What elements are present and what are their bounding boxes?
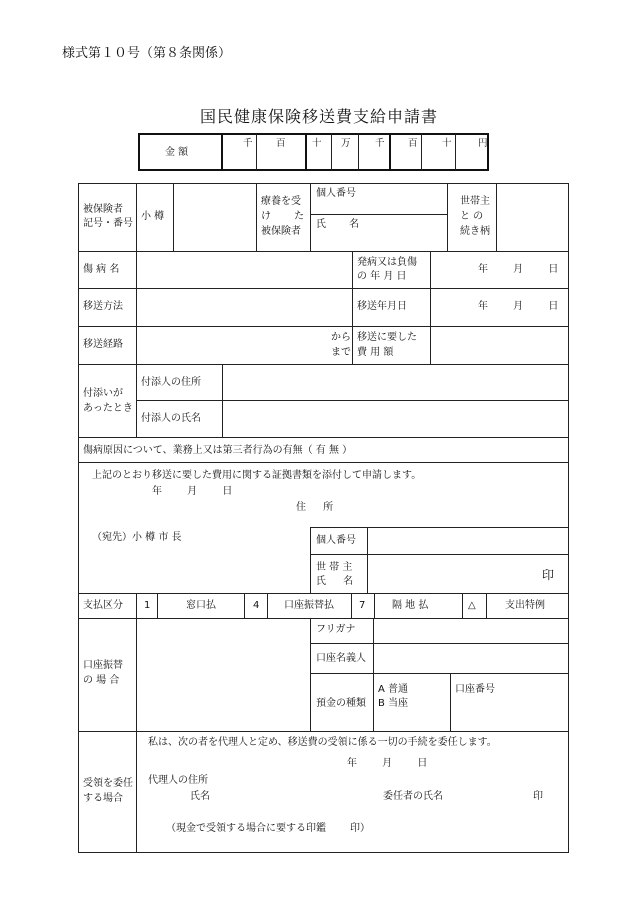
amount-unit: 百 xyxy=(408,138,418,149)
col-line xyxy=(310,618,311,731)
account-holder-label: 口座名義人 xyxy=(316,653,366,664)
route-label: 移送経路 xyxy=(83,339,123,350)
attendant-address-label: 付添人の住所 xyxy=(141,377,201,388)
col-line xyxy=(352,251,353,364)
proxy-seal-mark: 印 xyxy=(533,791,543,802)
attendant-label: あったとき xyxy=(83,403,133,414)
amount-unit: 円 xyxy=(478,138,488,149)
amount-divider xyxy=(455,134,456,170)
amount-unit: 十 xyxy=(442,138,452,149)
row-line xyxy=(78,288,569,289)
amount-divider xyxy=(421,134,422,170)
payment-option-number: 4 xyxy=(253,600,260,611)
amount-divider xyxy=(358,134,359,170)
col-line xyxy=(373,618,374,731)
onset-label: 発病又は負傷 xyxy=(357,257,417,268)
row-line xyxy=(78,364,569,365)
form-number: 様式第１０号（第８条関係） xyxy=(62,46,232,61)
insured-label: 記号・番号 xyxy=(83,218,133,229)
row-line xyxy=(310,673,569,674)
furigana-label: フリガナ xyxy=(316,624,356,635)
amount-divider xyxy=(305,134,307,170)
col-line xyxy=(310,527,311,593)
cost-label: 費 用 額 xyxy=(357,347,394,358)
insured-prefix: 小 樽 xyxy=(141,211,165,222)
triangle-icon: △ xyxy=(468,600,476,611)
insured-label: 被保険者 xyxy=(83,204,123,215)
row-line xyxy=(310,554,569,555)
cause-question: 傷病原因について、業務上又は第三者行為の有無（ 有 無 ） xyxy=(83,445,353,456)
account-number-label: 口座番号 xyxy=(455,684,495,695)
col-line xyxy=(367,527,368,593)
row-line xyxy=(78,731,569,732)
payment-option-number: 7 xyxy=(359,600,366,611)
name-label: 氏 名 xyxy=(316,219,370,230)
col-line xyxy=(351,593,352,618)
patient-label: け た xyxy=(261,211,315,222)
declaration-date: 年 月 日 xyxy=(152,486,233,497)
deposit-type-label: 預金の種類 xyxy=(316,698,366,709)
row-line xyxy=(78,462,569,463)
account-label: 口座振替 xyxy=(83,660,123,671)
col-line xyxy=(173,183,174,251)
delegator-name-label: 委任者の氏名 xyxy=(383,791,443,802)
form-table xyxy=(78,183,569,853)
col-line xyxy=(136,593,137,853)
col-line xyxy=(430,251,431,364)
attendant-label: 付添いが xyxy=(83,388,123,399)
method-label: 移送方法 xyxy=(83,301,123,312)
col-line xyxy=(267,593,268,618)
route-to: まで xyxy=(331,347,351,358)
amount-unit: 千 xyxy=(243,138,253,149)
col-line xyxy=(462,593,463,618)
amount-unit: 百 xyxy=(276,138,286,149)
seal-note-mark: 印） xyxy=(350,823,370,834)
relation-label: 続き柄 xyxy=(460,226,490,237)
col-line xyxy=(222,364,223,437)
payment-option-special: 支出特例 xyxy=(505,600,545,611)
row-line xyxy=(310,214,447,215)
applicant-personal-no-label: 個人番号 xyxy=(316,535,356,546)
payment-option-number: 1 xyxy=(144,600,151,611)
page-title: 国民健康保険移送費支給申請書 xyxy=(200,107,439,126)
col-line xyxy=(450,673,451,731)
amount-divider xyxy=(389,134,391,170)
declaration-text: 上記のとおり移送に要した費用に関する証拠書類を添付して申請します。 xyxy=(92,470,422,481)
col-line xyxy=(486,593,487,618)
account-label: の 場 合 xyxy=(83,675,120,686)
deposit-type-option: B 当座 xyxy=(378,698,409,709)
row-line xyxy=(78,326,569,327)
proxy-date: 年 月 日 xyxy=(347,758,428,769)
head-name-label: 氏 名 xyxy=(316,576,354,587)
col-line xyxy=(374,593,375,618)
deposit-type-option: A 普通 xyxy=(378,684,409,695)
patient-label: 被保険者 xyxy=(261,226,301,237)
proxy-label: する場合 xyxy=(83,793,123,804)
col-line xyxy=(136,183,137,437)
row-line xyxy=(310,643,569,644)
cost-label: 移送に要した xyxy=(357,332,417,343)
head-name-label: 世 帯 主 xyxy=(316,562,353,573)
col-line xyxy=(157,593,158,618)
seal-mark: 印 xyxy=(542,568,555,582)
amount-divider xyxy=(331,134,332,170)
row-line xyxy=(136,400,569,401)
amount-divider xyxy=(256,134,257,170)
applicant-address-label: 住 所 xyxy=(296,502,334,513)
payment-option-remote: 隔 地 払 xyxy=(392,600,429,611)
col-line xyxy=(496,183,497,251)
addressee: （宛先）小 樽 市 長 xyxy=(92,532,182,543)
relation-label: と の xyxy=(460,211,484,222)
row-line xyxy=(78,618,569,619)
payment-label: 支払区分 xyxy=(83,600,123,611)
amount-unit: 十 xyxy=(312,138,322,149)
injury-label: 傷 病 名 xyxy=(83,264,120,275)
payment-option-window: 窓口払 xyxy=(186,600,216,611)
transfer-date-label: 移送年月日 xyxy=(357,301,407,312)
col-line xyxy=(244,593,245,618)
amount-label: 金 額 xyxy=(165,147,189,158)
route-from: から xyxy=(331,332,351,343)
transfer-date: 年 月 日 xyxy=(478,301,559,312)
relation-label: 世帯主 xyxy=(460,196,490,207)
attendant-name-label: 付添人の氏名 xyxy=(141,413,201,424)
onset-label: の 年 月 日 xyxy=(357,271,407,282)
row-line xyxy=(310,527,569,528)
col-line xyxy=(256,183,257,251)
seal-note: （現金で受領する場合に要する印鑑 xyxy=(166,823,326,834)
proxy-label: 受領を委任 xyxy=(83,778,133,789)
payment-option-transfer: 口座振替払 xyxy=(284,600,334,611)
onset-date: 年 月 日 xyxy=(478,264,559,275)
col-line xyxy=(447,183,448,251)
proxy-text: 私は、次の者を代理人と定め、移送費の受領に係る一切の手続を委任します。 xyxy=(148,737,497,748)
row-line xyxy=(78,437,569,438)
row-line xyxy=(78,251,569,252)
row-line xyxy=(78,593,569,594)
proxy-name-label: 氏名 xyxy=(190,791,210,802)
proxy-address-label: 代理人の住所 xyxy=(148,775,208,786)
amount-divider xyxy=(221,134,223,170)
personal-no-label: 個人番号 xyxy=(316,188,356,199)
amount-unit: 千 xyxy=(375,138,385,149)
patient-label: 療養を受 xyxy=(261,196,301,207)
amount-unit: 万 xyxy=(341,138,351,149)
